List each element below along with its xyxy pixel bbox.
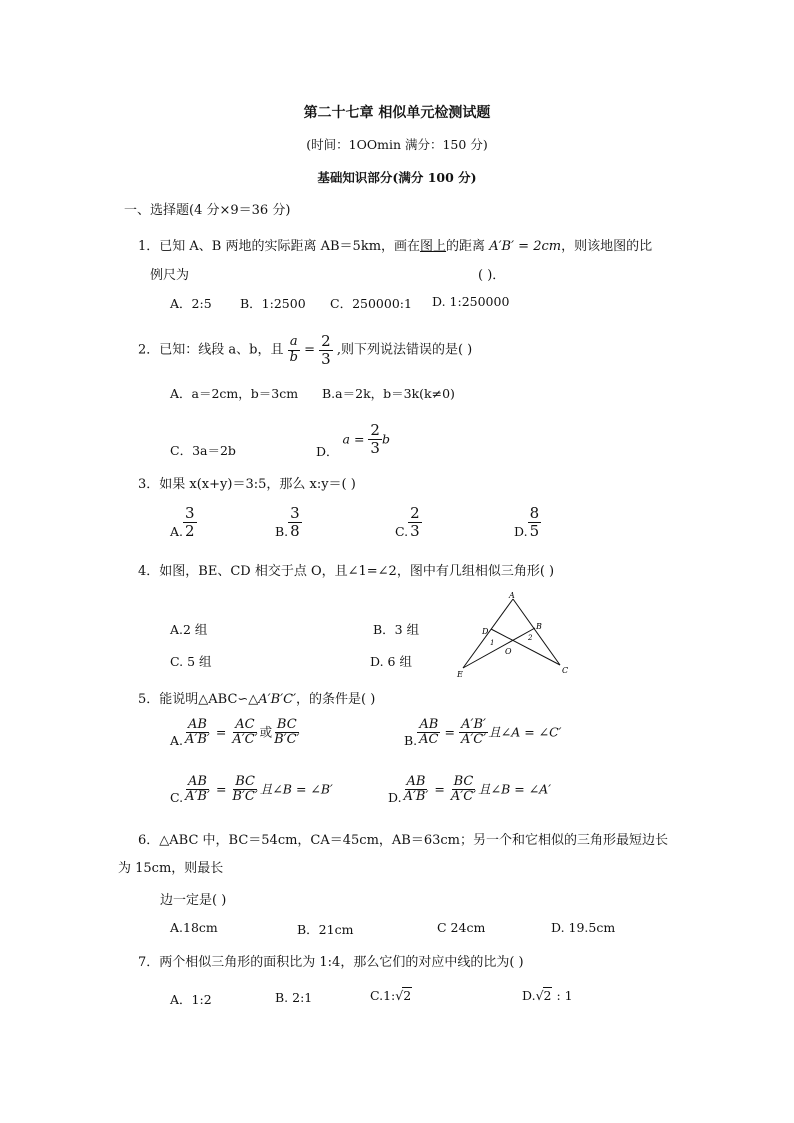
q2-frac-num: a [289, 334, 298, 350]
frac-den: AC [419, 732, 439, 748]
question-2 [138, 333, 472, 367]
q5-b-cond: 且∠A = ∠C′ [488, 724, 562, 740]
frac-den: A′B′ [185, 789, 210, 805]
q5-c-frac2 [230, 775, 259, 805]
q3-c-num: 2 [410, 504, 420, 522]
q7-d-radicand: 2 [543, 988, 552, 1003]
q5-a-label: A. [170, 732, 184, 748]
q2-optd-num: 2 [370, 421, 380, 439]
q6-line2: 为 15cm，则最长 [118, 861, 224, 876]
q1-text-b: 的距离 [446, 239, 486, 254]
q7-c-sqrt: √2 [395, 988, 412, 1003]
question-1 [138, 235, 652, 254]
q5-b-frac1 [417, 718, 440, 748]
label-d: D [482, 627, 489, 636]
q1-text-a: 1．已知 A、B 两地的实际距离 AB＝5km，画在 [138, 239, 421, 254]
q5-a-frac1 [183, 718, 212, 748]
q4-option-c: C. 5 组 [170, 654, 212, 669]
q2-frac-den: b [289, 349, 298, 365]
label-b: B [536, 622, 542, 631]
label-a: A [509, 591, 515, 600]
q3-option-d [514, 505, 541, 539]
line-ac [513, 599, 560, 665]
q7-option-d [522, 988, 573, 1003]
equals: = [215, 781, 227, 797]
q6-option-b: B．21cm [297, 922, 354, 937]
frac-den: A′C′ [232, 732, 258, 748]
q1-formula: A′B′ = 2cm [489, 239, 562, 254]
q2-option-d-lhs: a = [342, 431, 365, 447]
line-eb [463, 628, 535, 668]
q5-option-c [170, 775, 333, 805]
frac-num: BC [235, 774, 255, 789]
question-6: 6．△ABC 中，BC＝54cm，CA＝45cm，AB＝63cm；另一个和它相似的三角形最短边长 [138, 833, 668, 848]
frac-den: A′C′ [460, 732, 487, 748]
q3-d-den: 5 [529, 521, 540, 540]
q7-option-c [370, 988, 412, 1003]
angle-2: 2 [528, 634, 533, 642]
q3-option-a [170, 505, 197, 539]
q7-option-a: A．1:2 [170, 992, 212, 1007]
q6-option-c: C 24cm [437, 920, 486, 935]
q3-opt-a-label: A. [170, 524, 184, 539]
exam-info: (时间：1OOmin 满分：150 分) [306, 137, 488, 152]
q1-option-d: D. 1:250000 [432, 294, 510, 309]
q5-a-or: 或 [259, 724, 273, 740]
q2-text: 2．已知：线段 a、b，且 [138, 342, 284, 358]
q2-text-post: ,则下列说法错误的是( ) [336, 342, 473, 358]
q6-option-d: D. 19.5cm [551, 920, 616, 935]
frac-num: A′B′ [461, 717, 487, 732]
frac-den: B′C′ [274, 732, 300, 748]
frac-num: BC [453, 774, 474, 789]
label-c: C [562, 666, 569, 675]
angle-1: 1 [490, 639, 495, 647]
q5-b-label: B. [404, 732, 418, 748]
q3-option-c [395, 505, 422, 539]
frac-num: AB [188, 774, 207, 789]
label-o: O [505, 647, 512, 656]
q5-option-b [404, 718, 562, 748]
q6-option-a: A.18cm [170, 920, 218, 935]
q3-opt-c-frac [408, 505, 422, 539]
q2-option-d-rhs: b [381, 431, 390, 447]
q2-fraction-ab [288, 335, 300, 365]
q5-d-cond: 且∠B = ∠A′ [478, 781, 552, 797]
q1-option-a: A．2:5 [170, 296, 212, 311]
q2-option-d-label: D． [316, 444, 339, 459]
q5-a-frac3 [272, 718, 301, 748]
question-5 [138, 688, 375, 707]
q5-text-post: ，的条件是( ) [296, 692, 376, 707]
q5-d-frac1 [402, 775, 431, 805]
q3-opt-d-label: D. [514, 524, 528, 539]
q3-d-num: 8 [529, 504, 540, 522]
section-heading: 一、选择题(4 分×9＝36 分) [124, 203, 291, 218]
frac-den: B′C′ [232, 789, 258, 805]
q1-text-c: ，则该地图的比 [561, 239, 653, 254]
q1-option-c: C．250000:1 [330, 296, 412, 311]
q3-opt-c-label: C. [395, 524, 409, 539]
question-7: 7．两个相似三角形的面积比为 1:4，那么它们的对应中线的比为( ) [138, 955, 524, 970]
q7-c-radicand: 2 [403, 988, 412, 1003]
frac-num: AB [187, 717, 207, 732]
q3-b-num: 3 [290, 504, 300, 522]
q5-d-label: D. [388, 789, 402, 805]
q2-optd-den: 3 [370, 438, 380, 457]
q4-option-a: A.2 组 [170, 622, 208, 637]
q5-d-frac2 [449, 775, 478, 805]
equals: = [444, 724, 455, 740]
label-e: E [457, 670, 463, 679]
q5-b-frac2 [459, 718, 488, 748]
q4-option-d: D. 6 组 [370, 654, 412, 669]
page-title: 第二十七章 相似单元检测试题 [303, 105, 491, 121]
q2-option-c: C．3a＝2b [170, 443, 236, 458]
q5-a-frac2 [230, 718, 259, 748]
q5-triangle: A′B′C′ [258, 692, 297, 707]
q7-d-post: : 1 [552, 988, 573, 1003]
q7-c-pre: 1: [383, 988, 396, 1003]
q3-b-den: 8 [290, 521, 300, 540]
frac-den: A′B′ [185, 732, 210, 748]
q2-fraction-23 [319, 333, 333, 367]
q2-frac2-num: 2 [321, 332, 331, 350]
question-3: 3．如果 x(x+y)＝3:5，那么 x:y＝( ) [138, 477, 356, 492]
q5-c-cond: 且∠B = ∠B′ [259, 781, 333, 797]
q2-option-d-frac [368, 422, 382, 456]
q2-frac2-den: 3 [321, 349, 331, 368]
q1-line2: 例尺为 [150, 268, 190, 283]
q1-option-b: B．1:2500 [240, 296, 306, 311]
q3-opt-d-frac [528, 505, 542, 539]
equals: = [215, 724, 227, 740]
q4-triangle-figure [450, 588, 580, 683]
q6-line3: 边一定是( ) [160, 893, 227, 908]
q3-option-b [275, 505, 302, 539]
frac-den: A′C′ [450, 789, 477, 805]
q2-option-d [316, 418, 390, 460]
q2-option-a: A．a＝2cm，b＝3cm [170, 386, 299, 401]
frac-num: BC [276, 717, 297, 732]
part-heading: 基础知识部分(满分 100 分) [317, 170, 477, 185]
q7-c-label: C. [370, 988, 384, 1003]
q7-option-b: B. 2:1 [275, 990, 313, 1005]
q5-c-label: C. [170, 789, 184, 805]
q3-opt-b-label: B. [275, 524, 289, 539]
q3-opt-b-frac [288, 505, 302, 539]
q3-opt-a-frac [183, 505, 197, 539]
q5-text: 5．能说明△ABC∽△ [138, 692, 259, 707]
equals: = [434, 781, 445, 797]
q3-c-den: 3 [410, 521, 420, 540]
question-4: 4．如图，BE、CD 相交于点 O，且∠1=∠2，图中有几组相似三角形( ) [138, 564, 555, 579]
frac-den: A′B′ [403, 789, 429, 805]
q3-a-den: 2 [185, 521, 195, 540]
q7-d-label: D. [522, 988, 536, 1003]
q5-option-a [170, 718, 302, 748]
q2-equals: = [304, 342, 315, 358]
q2-option-b: B.a＝2k，b＝3k(k≠0) [322, 386, 455, 401]
frac-num: AC [235, 717, 255, 732]
q1-answer-paren: ( )． [478, 268, 506, 283]
q7-d-sqrt: √2 [535, 988, 552, 1003]
frac-num: AB [419, 717, 439, 732]
frac-num: AB [406, 774, 426, 789]
q5-option-d [388, 775, 551, 805]
q3-a-num: 3 [185, 504, 195, 522]
q4-option-b: B．3 组 [373, 622, 420, 637]
q1-underlined: 图上 [420, 239, 447, 254]
q5-c-frac1 [183, 775, 212, 805]
